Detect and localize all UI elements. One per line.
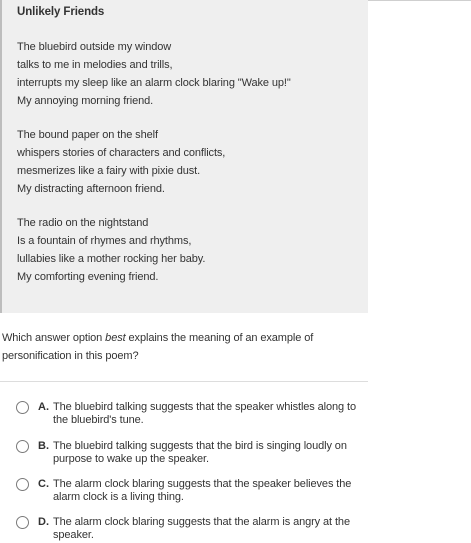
- option-letter: A.: [38, 401, 49, 413]
- stanza-1: [17, 38, 291, 110]
- top-divider: [368, 0, 471, 1]
- poem-line: talks to me in melodies and trills,: [17, 59, 173, 71]
- poem-line: The bluebird outside my window: [17, 41, 172, 53]
- option-letter: C.: [38, 478, 49, 490]
- question-divider: [0, 381, 368, 382]
- radio-button-c[interactable]: [16, 478, 29, 491]
- poem-line: Is a fountain of rhymes and rhythms,: [17, 235, 192, 247]
- option-text: The bluebird talking suggests that the bird is singing loudly on purpose to wake up the speaker.: [53, 440, 347, 465]
- poem-line: My annoying morning friend.: [17, 95, 154, 107]
- option-text: The bluebird talking suggests that the speaker whistles along to the bluebird's tune.: [53, 401, 357, 426]
- option-letter: D.: [38, 516, 49, 528]
- poem-line: My distracting afternoon friend.: [17, 183, 165, 195]
- option-letter: B.: [38, 440, 49, 452]
- passage-panel: [0, 0, 368, 313]
- passage-title: Unlikely Friends: [17, 6, 105, 18]
- poem-line: whispers stories of characters and conflicts,: [17, 147, 226, 159]
- radio-button-a[interactable]: [16, 401, 29, 414]
- question-prefix: Which answer option: [2, 332, 106, 344]
- radio-button-b[interactable]: [16, 440, 29, 453]
- poem-line: The bound paper on the shelf: [17, 129, 158, 141]
- poem-line: My comforting evening friend.: [17, 271, 159, 283]
- stanza-3: [17, 214, 205, 286]
- option-text: The alarm clock blaring suggests that the speaker believes the alarm clock is a living thing.: [53, 478, 352, 503]
- question-suffix: explains the meaning of an example of personification in this poem?: [2, 332, 314, 362]
- question-emphasis: best: [105, 332, 126, 344]
- poem-line: lullabies like a mother rocking her baby.: [17, 253, 206, 265]
- question-prompt: [2, 329, 342, 365]
- radio-button-d[interactable]: [16, 516, 29, 529]
- poem-line: mesmerizes like a fairy with pixie dust.: [17, 165, 201, 177]
- poem-line: interrupts my sleep like an alarm clock blaring "Wake up!": [17, 77, 291, 89]
- stanza-2: [17, 126, 225, 198]
- poem-line: The radio on the nightstand: [17, 217, 149, 229]
- option-text: The alarm clock blaring suggests that the alarm is angry at the speaker.: [53, 516, 350, 541]
